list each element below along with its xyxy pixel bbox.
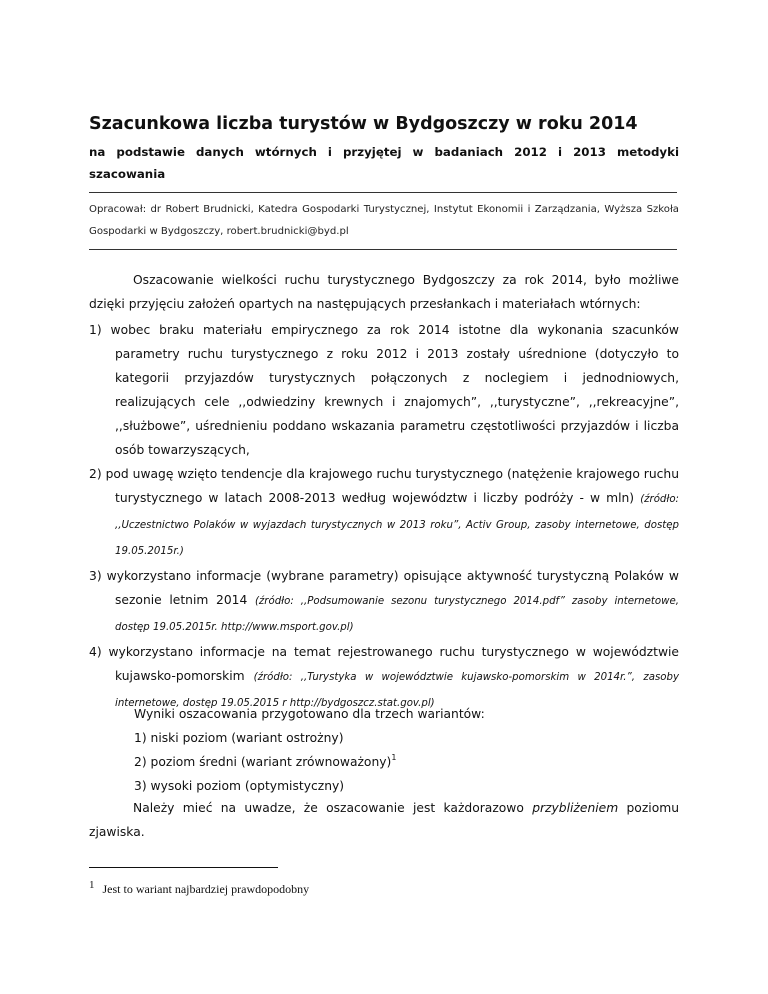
closing-emphasis: przybliżeniem	[532, 801, 619, 815]
divider-bottom	[89, 249, 677, 250]
variants-block	[134, 702, 634, 798]
variant-item-text: 2) poziom średni (wariant zrównoważony)	[134, 755, 392, 769]
list-item-text: 1) wobec braku materiału empirycznego za rok 2014 istotne dla wykonania szacunków parametry ruchu turystycznego z roku 2012 i 2013 zostały uśrednione (dotyczyło to kategorii przyjazdów turystycznych połączonych z noclegiem i jednodniowych, realizujących cele ,,odwiedziny krewnych i znajomych”, ,,turystyczne”, ,,rekreacyjne”, ,,służbowe”, uśrednieniu poddano wskazania parametru częstotliwości przyjazdów i liczba osób towarzyszących,	[89, 323, 679, 457]
author-note: Opracował: dr Robert Brudnicki, Katedra Gospodarki Turystycznej, Instytut Ekonomii i Zarządzania, Wyższa Szkoła Gospodarki w Bydgoszczy, robert.brudnicki@byd.pl	[89, 204, 679, 237]
list-item-text: 3) wykorzystano informacje (wybrane parametry) opisujące aktywność turystyczną Polaków w sezonie letnim 2014	[89, 569, 679, 607]
list-item-text: 4) wykorzystano informacje na temat rejestrowanego ruchu turystycznego w województwie kujawsko-pomorskim	[89, 645, 679, 683]
divider-top	[89, 192, 677, 193]
list-item-text: 2) pod uwagę wzięto tendencje dla krajowego ruchu turystycznego (natężenie krajowego ruchu turystycznego w latach 2008-2013 według województw i liczby podróży - w mln)	[89, 467, 679, 505]
closing-text-before: Należy mieć na uwadze, że oszacowanie jest każdorazowo	[133, 801, 533, 815]
list-item	[89, 318, 679, 462]
variant-item: 1) niski poziom (wariant ostrożny)	[134, 731, 344, 745]
footnote-number: 1	[89, 879, 95, 891]
list-item-source: (źródło: ,,Turystyka w województwie kujawsko-pomorskim w 2014r.”, zasoby internetowe, dostęp 19.05.2015 r http://bydgoszcz.stat.gov.pl)	[115, 672, 679, 709]
intro-paragraph: Oszacowanie wielkości ruchu turystycznego Bydgoszczy za rok 2014, było możliwe dzięki przyjęciu założeń opartych na następujących przesłankach i materiałach wtórnych:	[89, 273, 679, 311]
document-title: Szacunkowa liczba turystów w Bydgoszczy w roku 2014	[89, 114, 638, 134]
document-subtitle: na podstawie danych wtórnych i przyjętej w badaniach 2012 i 2013 metodyki szacowania	[89, 145, 679, 181]
list-item	[89, 462, 679, 564]
footnote-text: Jest to wariant najbardziej prawdopodobny	[102, 882, 310, 896]
footnote-reference[interactable]: 1	[391, 753, 397, 762]
list-item	[89, 564, 679, 640]
footnote-divider	[89, 867, 278, 868]
variants-intro: Wyniki oszacowania przygotowano dla trzech wariantów:	[134, 707, 485, 721]
assumptions-list	[89, 318, 679, 716]
closing-text-after: poziomu zjawiska.	[89, 801, 679, 839]
list-item-source: (źródło: ,,Uczestnictwo Polaków w wyjazdach turystycznych w 2013 roku”, Activ Group, zasoby internetowe, dostęp 19.05.2015r.)	[115, 494, 679, 557]
closing-paragraph	[89, 796, 679, 844]
variant-item	[134, 750, 634, 774]
list-item-source: (źródło: ,,Podsumowanie sezonu turystycznego 2014.pdf” zasoby internetowe, dostęp 19.05.2015r. http://www.msport.gov.pl)	[115, 596, 679, 633]
variant-item: 3) wysoki poziom (optymistyczny)	[134, 779, 345, 793]
footnote	[89, 876, 679, 898]
